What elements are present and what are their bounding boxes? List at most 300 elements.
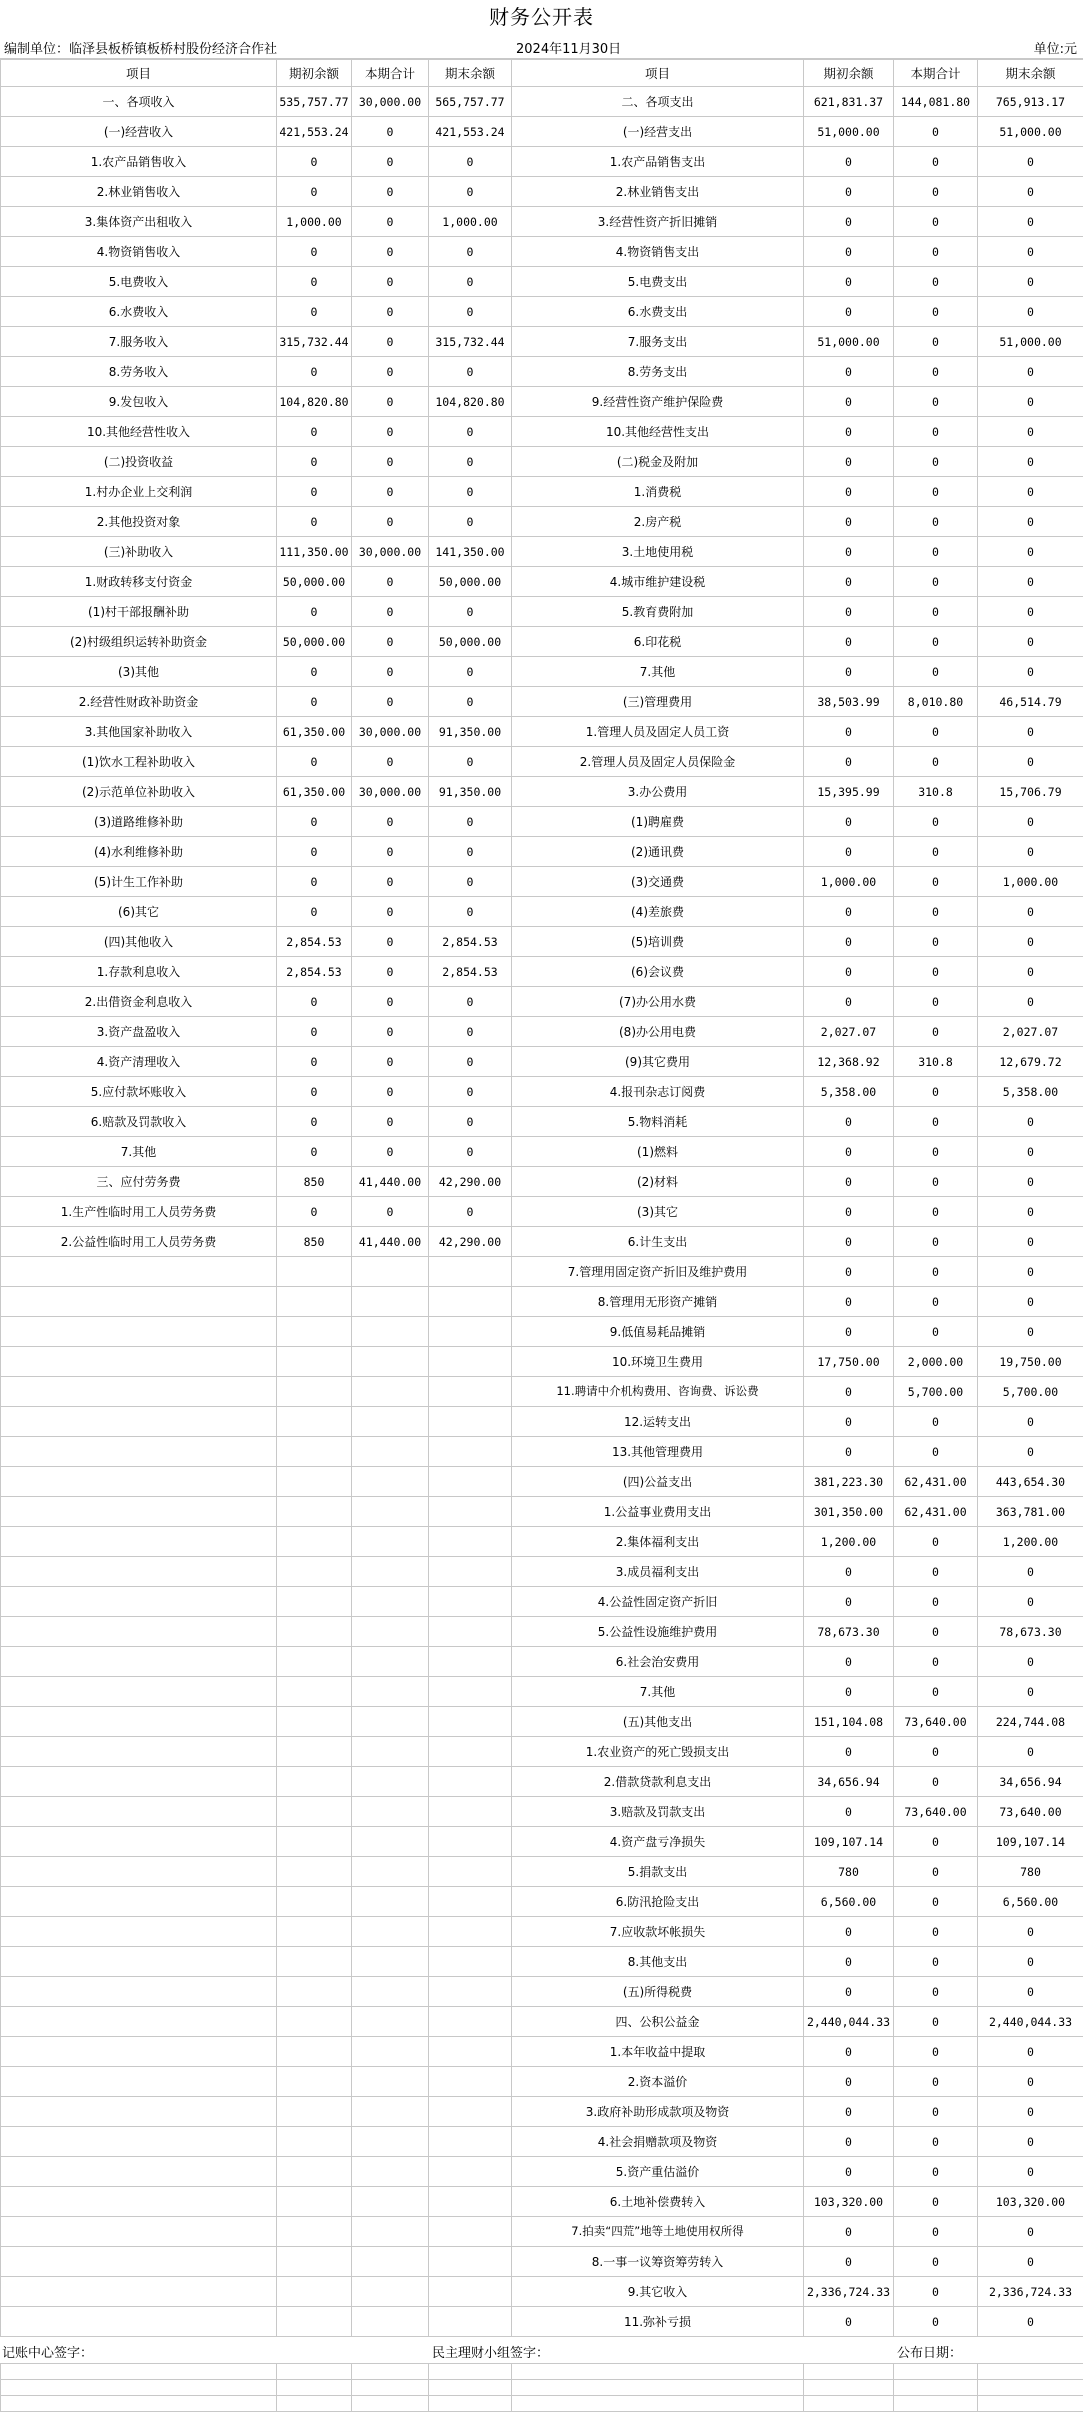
empty-cell	[429, 1617, 512, 1647]
income-item-label: 2.出借资金利息收入	[1, 987, 277, 1017]
empty-cell	[352, 1797, 429, 1827]
amount-cell: 0	[894, 1977, 978, 2007]
amount-cell: 144,081.80	[894, 87, 978, 117]
empty-cell	[512, 2380, 804, 2396]
table-row	[1, 807, 1083, 837]
amount-cell: 850	[277, 1227, 352, 1257]
amount-cell: 0	[804, 2247, 894, 2277]
empty-cell	[1, 2217, 277, 2247]
amount-cell: 0	[429, 1197, 512, 1227]
empty-cell	[1, 2307, 277, 2337]
amount-cell: 780	[804, 1857, 894, 1887]
amount-cell: 0	[277, 177, 352, 207]
empty-cell	[352, 1407, 429, 1437]
amount-cell: 0	[804, 357, 894, 387]
amount-cell: 310.8	[894, 777, 978, 807]
amount-cell: 0	[429, 987, 512, 1017]
empty-cell	[277, 1917, 352, 1947]
amount-cell: 0	[894, 1857, 978, 1887]
income-item-label: 3.集体资产出租收入	[1, 207, 277, 237]
amount-cell: 109,107.14	[978, 1827, 1083, 1857]
amount-cell: 0	[894, 1767, 978, 1797]
accounting-center-signature: 记账中心签字：	[2, 2346, 94, 2361]
amount-cell: 111,350.00	[277, 537, 352, 567]
amount-cell: 0	[277, 657, 352, 687]
meta-bar	[0, 34, 1083, 59]
amount-cell: 0	[894, 837, 978, 867]
amount-cell: 50,000.00	[429, 627, 512, 657]
header-cell: 项目	[512, 60, 804, 87]
amount-cell: 780	[978, 1857, 1083, 1887]
empty-cell	[429, 1527, 512, 1557]
expense-item-label: 2.资本溢价	[512, 2067, 804, 2097]
empty-cell	[1, 1317, 277, 1347]
table-row	[1, 1857, 1083, 1887]
amount-cell: 0	[894, 1167, 978, 1197]
table-row	[1, 1557, 1083, 1587]
amount-cell: 0	[804, 597, 894, 627]
empty-cell	[978, 2396, 1083, 2412]
amount-cell: 0	[277, 357, 352, 387]
expense-item-label: 8.管理用无形资产摊销	[512, 1287, 804, 1317]
amount-cell: 0	[894, 1677, 978, 1707]
amount-cell: 2,854.53	[429, 957, 512, 987]
amount-cell: 0	[894, 387, 978, 417]
table-row	[1, 897, 1083, 927]
amount-cell: 0	[978, 237, 1083, 267]
empty-cell	[277, 1317, 352, 1347]
empty-cell	[429, 1767, 512, 1797]
empty-cell	[277, 1797, 352, 1827]
amount-cell: 0	[429, 1077, 512, 1107]
table-row	[1, 1227, 1083, 1257]
income-item-label: 1.村办企业上交利润	[1, 477, 277, 507]
expense-item-label: 3.赔款及罚款支出	[512, 1797, 804, 1827]
empty-cell	[352, 1437, 429, 1467]
amount-cell: 0	[804, 2217, 894, 2247]
amount-cell: 0	[804, 207, 894, 237]
amount-cell: 2,854.53	[277, 927, 352, 957]
empty-cell	[352, 2037, 429, 2067]
expense-item-label: 4.公益性固定资产折旧	[512, 1587, 804, 1617]
empty-cell	[804, 2380, 894, 2396]
income-item-label: 5.电费收入	[1, 267, 277, 297]
empty-cell	[429, 2127, 512, 2157]
amount-cell: 0	[978, 927, 1083, 957]
income-item-label: (4)水利维修补助	[1, 837, 277, 867]
amount-cell: 0	[894, 1527, 978, 1557]
income-item-label: 9.发包收入	[1, 387, 277, 417]
income-item-label: 1.存款利息收入	[1, 957, 277, 987]
expense-item-label: 9.其它收入	[512, 2277, 804, 2307]
amount-cell: 104,820.80	[277, 387, 352, 417]
income-item-label: (1)饮水工程补助收入	[1, 747, 277, 777]
income-item-label: 4.资产清理收入	[1, 1047, 277, 1077]
amount-cell: 0	[429, 1137, 512, 1167]
expense-item-label: (2)材料	[512, 1167, 804, 1197]
amount-cell: 38,503.99	[804, 687, 894, 717]
amount-cell: 0	[429, 147, 512, 177]
amount-cell: 0	[894, 2067, 978, 2097]
amount-cell: 6,560.00	[804, 1887, 894, 1917]
amount-cell: 0	[429, 237, 512, 267]
amount-cell: 0	[352, 747, 429, 777]
amount-cell: 0	[352, 447, 429, 477]
amount-cell: 421,553.24	[277, 117, 352, 147]
expense-item-label: 二、各项支出	[512, 87, 804, 117]
amount-cell: 0	[804, 1377, 894, 1407]
amount-cell: 0	[804, 1257, 894, 1287]
empty-cell	[277, 1737, 352, 1767]
amount-cell: 0	[352, 627, 429, 657]
table-row	[1, 2127, 1083, 2157]
table-row	[1, 1647, 1083, 1677]
table-row	[1, 1677, 1083, 1707]
empty-cell	[429, 1797, 512, 1827]
amount-cell: 141,350.00	[429, 537, 512, 567]
empty-cell	[429, 1677, 512, 1707]
empty-cell	[429, 2396, 512, 2412]
empty-cell	[1, 1527, 277, 1557]
amount-cell: 46,514.79	[978, 687, 1083, 717]
amount-cell: 0	[978, 1587, 1083, 1617]
empty-cell	[429, 1887, 512, 1917]
empty-cell	[277, 1407, 352, 1437]
amount-cell: 0	[804, 1437, 894, 1467]
table-row	[1, 657, 1083, 687]
expense-item-label: 5.资产重估溢价	[512, 2157, 804, 2187]
amount-cell: 0	[429, 477, 512, 507]
empty-cell	[352, 1767, 429, 1797]
amount-cell: 0	[277, 687, 352, 717]
table-row	[1, 1977, 1083, 2007]
amount-cell: 0	[894, 1287, 978, 1317]
empty-cell	[429, 2187, 512, 2217]
empty-cell	[1, 1767, 277, 1797]
amount-cell: 2,440,044.33	[804, 2007, 894, 2037]
table-row	[1, 1827, 1083, 1857]
header-cell: 本期合计	[894, 60, 978, 87]
amount-cell: 0	[429, 1017, 512, 1047]
amount-cell: 0	[978, 2307, 1083, 2337]
empty-cell	[1, 2007, 277, 2037]
table-row	[1, 747, 1083, 777]
amount-cell: 62,431.00	[894, 1467, 978, 1497]
amount-cell: 0	[804, 537, 894, 567]
amount-cell: 1,200.00	[978, 1527, 1083, 1557]
empty-cell	[429, 1497, 512, 1527]
amount-cell: 0	[429, 747, 512, 777]
empty-cell	[277, 1827, 352, 1857]
table-row	[1, 1767, 1083, 1797]
amount-cell: 0	[429, 267, 512, 297]
income-item-label: 3.资产盘盈收入	[1, 1017, 277, 1047]
empty-cell	[352, 1647, 429, 1677]
empty-cell	[1, 1977, 277, 2007]
income-item-label: (一)经营收入	[1, 117, 277, 147]
empty-cell	[429, 2277, 512, 2307]
income-item-label: (二)投资收益	[1, 447, 277, 477]
expense-item-label: 8.一事一议筹资筹劳转入	[512, 2247, 804, 2277]
amount-cell: 0	[352, 687, 429, 717]
empty-cell	[1, 1347, 277, 1377]
table-row	[1, 1707, 1083, 1737]
empty-cell	[429, 2217, 512, 2247]
table-row	[1, 147, 1083, 177]
amount-cell: 0	[804, 2307, 894, 2337]
amount-cell: 363,781.00	[978, 1497, 1083, 1527]
empty-cell	[277, 2007, 352, 2037]
amount-cell: 0	[429, 1047, 512, 1077]
empty-cell	[429, 1707, 512, 1737]
amount-cell: 0	[804, 1587, 894, 1617]
amount-cell: 0	[804, 1197, 894, 1227]
expense-item-label: 3.土地使用税	[512, 537, 804, 567]
finance-group-signature: 民主理财小组签字：	[432, 2346, 550, 2361]
amount-cell: 1,200.00	[804, 1527, 894, 1557]
table-row	[1, 117, 1083, 147]
amount-cell: 0	[978, 627, 1083, 657]
amount-cell: 0	[894, 357, 978, 387]
empty-cell	[352, 2277, 429, 2307]
expense-item-label: 3.政府补助形成款项及物资	[512, 2097, 804, 2127]
amount-cell: 30,000.00	[352, 87, 429, 117]
income-item-label: 3.其他国家补助收入	[1, 717, 277, 747]
amount-cell: 0	[894, 2037, 978, 2067]
empty-cell	[429, 2307, 512, 2337]
empty-cell	[1, 1857, 277, 1887]
table-row	[1, 417, 1083, 447]
table-row	[1, 927, 1083, 957]
amount-cell: 0	[894, 1587, 978, 1617]
amount-cell: 0	[894, 1257, 978, 1287]
amount-cell: 0	[352, 567, 429, 597]
amount-cell: 2,854.53	[429, 927, 512, 957]
income-item-label: 1.生产性临时用工人员劳务费	[1, 1197, 277, 1227]
empty-cell	[352, 2097, 429, 2127]
amount-cell: 0	[978, 1257, 1083, 1287]
expense-item-label: (8)办公用电费	[512, 1017, 804, 1047]
amount-cell: 0	[894, 567, 978, 597]
amount-cell: 0	[277, 507, 352, 537]
empty-cell	[429, 1347, 512, 1377]
amount-cell: 0	[804, 2067, 894, 2097]
amount-cell: 0	[978, 567, 1083, 597]
empty-cell	[1, 1827, 277, 1857]
header-cell: 期初余额	[277, 60, 352, 87]
amount-cell: 0	[352, 387, 429, 417]
amount-cell: 0	[894, 2157, 978, 2187]
blank-row	[1, 2364, 1083, 2380]
table-row	[1, 2067, 1083, 2097]
income-item-label: (2)村级组织运转补助资金	[1, 627, 277, 657]
empty-cell	[352, 1917, 429, 1947]
empty-cell	[352, 1257, 429, 1287]
empty-cell	[429, 1917, 512, 1947]
header-cell: 项目	[1, 60, 277, 87]
amount-cell: 0	[978, 1137, 1083, 1167]
empty-cell	[277, 2157, 352, 2187]
empty-cell	[352, 1947, 429, 1977]
amount-cell: 0	[804, 507, 894, 537]
amount-cell: 0	[804, 1137, 894, 1167]
publish-date: 公布日期：	[897, 2346, 963, 2361]
amount-cell: 0	[352, 837, 429, 867]
income-item-label: 7.服务收入	[1, 327, 277, 357]
empty-cell	[512, 2396, 804, 2412]
amount-cell: 381,223.30	[804, 1467, 894, 1497]
table-row	[1, 1527, 1083, 1557]
table-row	[1, 2187, 1083, 2217]
amount-cell: 0	[894, 1017, 978, 1047]
amount-cell: 0	[978, 1647, 1083, 1677]
amount-cell: 0	[978, 1977, 1083, 2007]
expense-item-label: 11.聘请中介机构费用、咨询费、诉讼费	[512, 1377, 804, 1407]
table-row	[1, 627, 1083, 657]
amount-cell: 0	[894, 627, 978, 657]
empty-cell	[429, 1407, 512, 1437]
amount-cell: 0	[894, 1737, 978, 1767]
table-row	[1, 2277, 1083, 2307]
amount-cell: 0	[804, 2037, 894, 2067]
amount-cell: 0	[352, 657, 429, 687]
expense-item-label: 1.农业资产的死亡毁损支出	[512, 1737, 804, 1767]
amount-cell: 0	[894, 1317, 978, 1347]
amount-cell: 0	[894, 1197, 978, 1227]
amount-cell: 91,350.00	[429, 777, 512, 807]
empty-cell	[352, 1677, 429, 1707]
expense-item-label: (五)其他支出	[512, 1707, 804, 1737]
amount-cell: 0	[894, 987, 978, 1017]
expense-item-label: (3)交通费	[512, 867, 804, 897]
income-item-label: 2.林业销售收入	[1, 177, 277, 207]
empty-cell	[1, 1917, 277, 1947]
expense-item-label: 6.水费支出	[512, 297, 804, 327]
empty-cell	[1, 1887, 277, 1917]
amount-cell: 224,744.08	[978, 1707, 1083, 1737]
amount-cell: 0	[804, 1797, 894, 1827]
expense-item-label: 11.弥补亏损	[512, 2307, 804, 2337]
amount-cell: 12,368.92	[804, 1047, 894, 1077]
amount-cell: 0	[978, 207, 1083, 237]
empty-cell	[1, 1557, 277, 1587]
amount-cell: 565,757.77	[429, 87, 512, 117]
amount-cell: 0	[894, 1137, 978, 1167]
amount-cell: 62,431.00	[894, 1497, 978, 1527]
amount-cell: 0	[277, 1017, 352, 1047]
expense-item-label: 四、公积公益金	[512, 2007, 804, 2037]
empty-cell	[978, 2380, 1083, 2396]
table-row	[1, 717, 1083, 747]
table-row	[1, 1377, 1083, 1407]
empty-cell	[1, 1587, 277, 1617]
empty-cell	[277, 1497, 352, 1527]
amount-cell: 0	[804, 657, 894, 687]
amount-cell: 0	[894, 147, 978, 177]
amount-cell: 0	[277, 597, 352, 627]
amount-cell: 0	[352, 147, 429, 177]
amount-cell: 0	[894, 507, 978, 537]
empty-cell	[352, 2307, 429, 2337]
amount-cell: 0	[352, 927, 429, 957]
amount-cell: 0	[429, 687, 512, 717]
empty-cell	[429, 1647, 512, 1677]
amount-cell: 0	[277, 837, 352, 867]
amount-cell: 421,553.24	[429, 117, 512, 147]
amount-cell: 0	[978, 2247, 1083, 2277]
amount-cell: 0	[978, 1737, 1083, 1767]
expense-item-label: 7.拍卖“四荒”地等土地使用权所得	[512, 2217, 804, 2247]
empty-cell	[429, 1287, 512, 1317]
income-item-label: 2.其他投资对象	[1, 507, 277, 537]
amount-cell: 1,000.00	[429, 207, 512, 237]
amount-cell: 151,104.08	[804, 1707, 894, 1737]
amount-cell: 0	[894, 717, 978, 747]
expense-item-label: 2.林业销售支出	[512, 177, 804, 207]
amount-cell: 0	[352, 867, 429, 897]
amount-cell: 0	[804, 627, 894, 657]
empty-cell	[277, 1677, 352, 1707]
empty-cell	[352, 1707, 429, 1737]
amount-cell: 0	[978, 267, 1083, 297]
amount-cell: 0	[978, 1437, 1083, 1467]
amount-cell: 0	[804, 987, 894, 1017]
empty-cell	[352, 2157, 429, 2187]
amount-cell: 0	[894, 867, 978, 897]
amount-cell: 0	[894, 1647, 978, 1677]
amount-cell: 0	[429, 597, 512, 627]
amount-cell: 0	[804, 1107, 894, 1137]
amount-cell: 0	[277, 867, 352, 897]
amount-cell: 0	[352, 1107, 429, 1137]
empty-cell	[277, 1527, 352, 1557]
amount-cell: 0	[894, 1227, 978, 1257]
expense-item-label: 7.应收款坏帐损失	[512, 1917, 804, 1947]
amount-cell: 621,831.37	[804, 87, 894, 117]
amount-cell: 51,000.00	[804, 117, 894, 147]
amount-cell: 0	[352, 1047, 429, 1077]
amount-cell: 0	[894, 2127, 978, 2157]
empty-cell	[804, 2364, 894, 2380]
empty-cell	[277, 2364, 352, 2380]
empty-cell	[429, 2097, 512, 2127]
empty-cell	[1, 1737, 277, 1767]
income-item-label: (2)示范单位补助收入	[1, 777, 277, 807]
amount-cell: 0	[978, 1167, 1083, 1197]
table-row	[1, 2157, 1083, 2187]
amount-cell: 0	[978, 1227, 1083, 1257]
table-row	[1, 1587, 1083, 1617]
amount-cell: 0	[429, 1107, 512, 1137]
amount-cell: 5,700.00	[978, 1377, 1083, 1407]
amount-cell: 2,027.07	[804, 1017, 894, 1047]
amount-cell: 2,027.07	[978, 1017, 1083, 1047]
amount-cell: 0	[429, 507, 512, 537]
amount-cell: 0	[804, 747, 894, 777]
amount-cell: 0	[978, 597, 1083, 627]
amount-cell: 0	[352, 207, 429, 237]
empty-cell	[894, 2380, 978, 2396]
empty-cell	[277, 2127, 352, 2157]
empty-cell	[277, 1977, 352, 2007]
expense-item-label: 2.管理人员及固定人员保险金	[512, 747, 804, 777]
table-row	[1, 1467, 1083, 1497]
table-row	[1, 1947, 1083, 1977]
table-row	[1, 447, 1083, 477]
table-row	[1, 177, 1083, 207]
empty-cell	[429, 1557, 512, 1587]
amount-cell: 0	[277, 147, 352, 177]
